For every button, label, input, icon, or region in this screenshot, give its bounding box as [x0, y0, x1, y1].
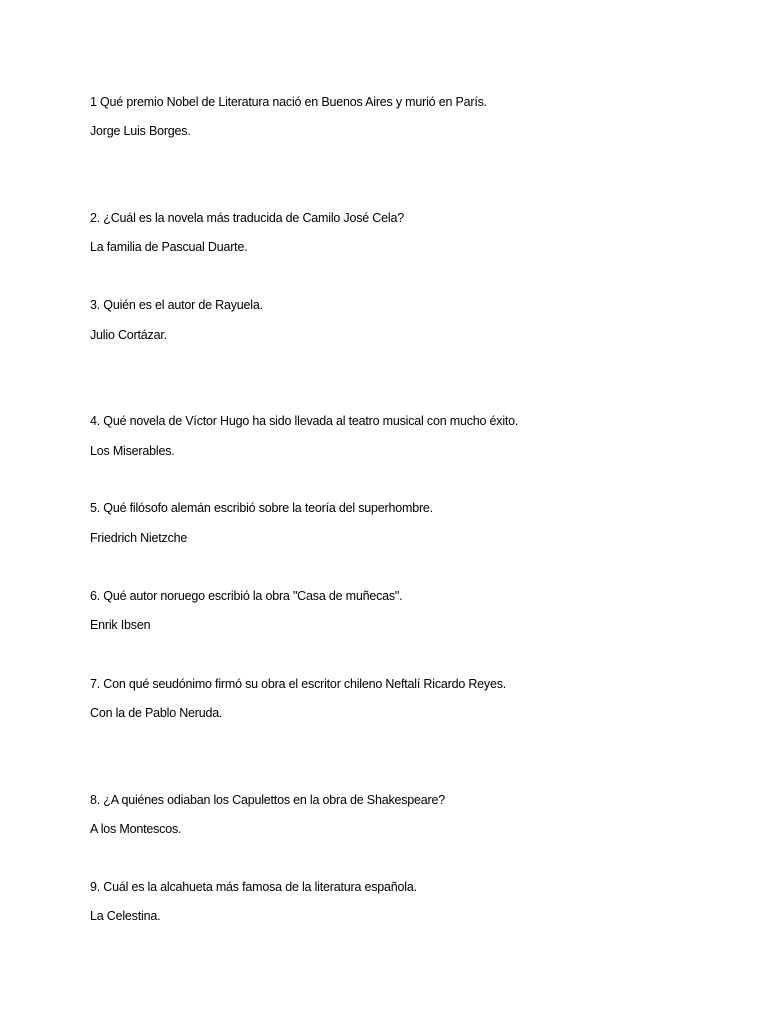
answer-9: La Celestina.: [90, 909, 161, 923]
answer-8: A los Montescos.: [90, 822, 182, 836]
answer-3: Julio Cortázar.: [90, 328, 167, 342]
answer-6: Enrik Ibsen: [90, 618, 151, 632]
question-7: 7. Con qué seudónimo firmó su obra el escritor chileno Neftalí Ricardo Reyes.: [90, 677, 507, 691]
question-4: 4. Qué novela de Víctor Hugo ha sido llevada al teatro musical con mucho éxito.: [90, 414, 519, 428]
question-5: 5. Qué filósofo alemán escribió sobre la teoría del superhombre.: [90, 501, 433, 515]
answer-1: Jorge Luis Borges.: [90, 124, 191, 138]
answer-4: Los Miserables.: [90, 444, 175, 458]
answer-5: Friedrich Nietzche: [90, 531, 188, 545]
answer-2: La familia de Pascual Duarte.: [90, 240, 248, 254]
question-9: 9. Cuál es la alcahueta más famosa de la literatura española.: [90, 880, 417, 894]
question-2: 2. ¿Cuál es la novela más traducida de Camilo José Cela?: [90, 211, 404, 225]
question-8: 8. ¿A quiénes odiaban los Capulettos en la obra de Shakespeare?: [90, 793, 446, 807]
question-3: 3. Quién es el autor de Rayuela.: [90, 298, 263, 312]
question-1: 1 Qué premio Nobel de Literatura nació en Buenos Aires y murió en París.: [90, 95, 487, 109]
question-6: 6. Qué autor noruego escribió la obra "Casa de muñecas".: [90, 589, 403, 603]
answer-7: Con la de Pablo Neruda.: [90, 706, 223, 720]
